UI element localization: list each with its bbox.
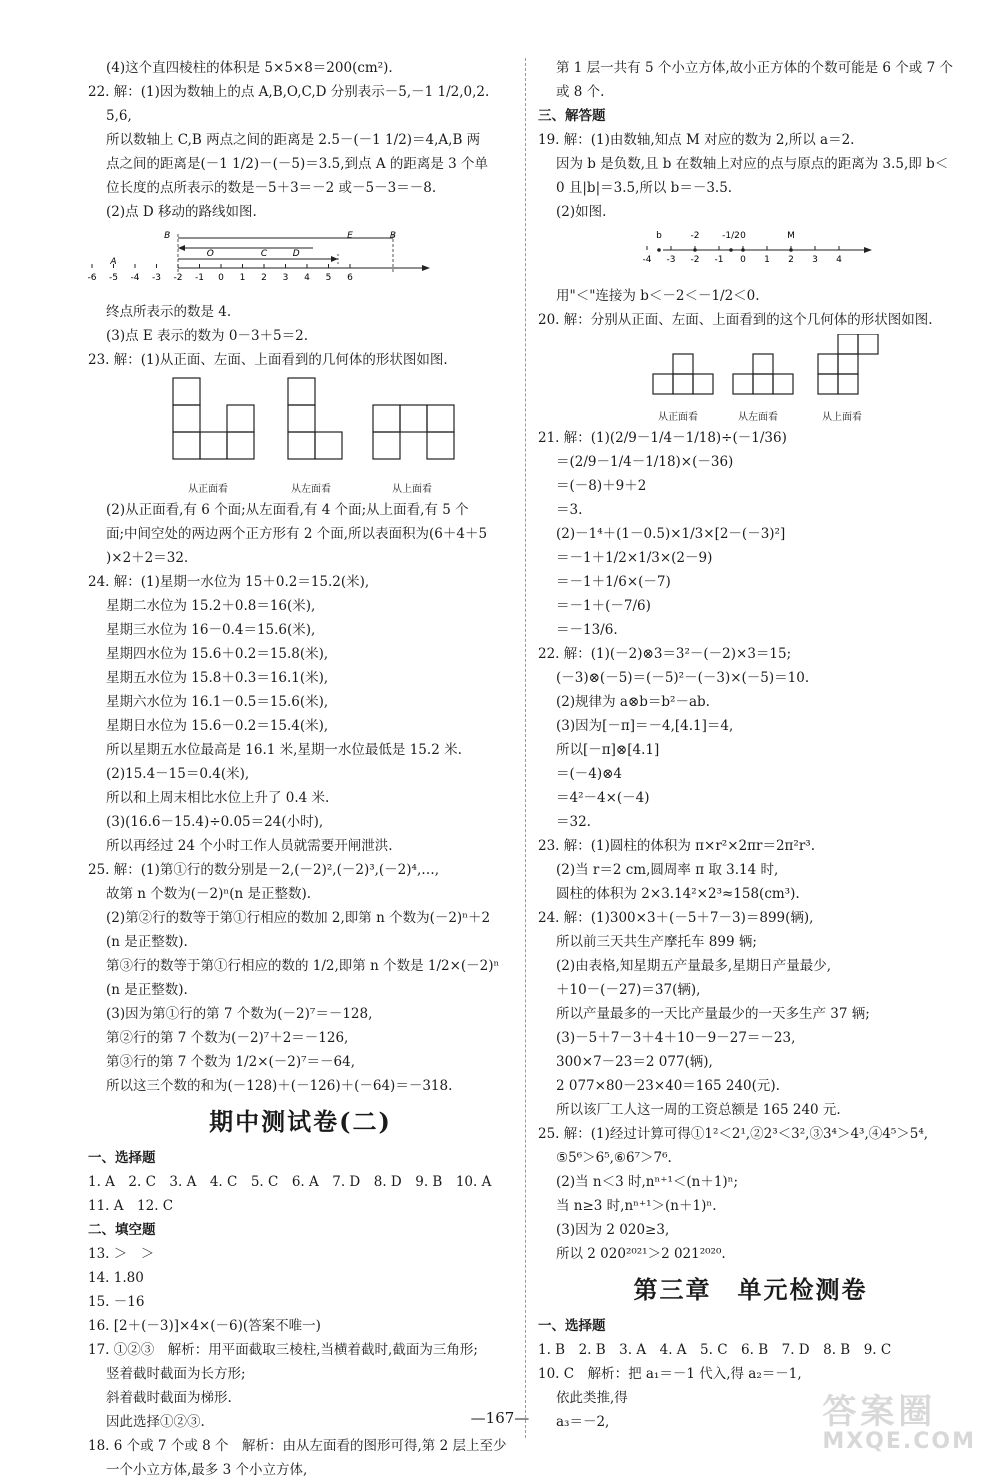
text-line: )×2＋2＝32. <box>106 550 189 566</box>
point-label: A <box>110 257 117 267</box>
text-line: 所以 2 020²⁰²¹＞2 021²⁰²⁰. <box>556 1246 726 1262</box>
left-text-block-d <box>88 1146 513 1482</box>
point-label: b <box>656 231 662 241</box>
text-line: 位长度的点所表示的数是－5＋3＝－2 或－5－3＝－8. <box>106 180 437 196</box>
tick-label: 2 <box>261 273 267 283</box>
left-text-block-c <box>88 498 513 1098</box>
text-line: 16. [2＋(－3)]×4×(－6)(答案不唯一) <box>88 1318 321 1334</box>
tick-label: 4 <box>304 273 310 283</box>
text-line: 24. 解：(1)300×3＋(－5＋7－3)＝899(辆), <box>538 910 814 926</box>
text-line: (2)第②行的数等于第①行相应的数加 2,即第 n 个数为(－2)ⁿ＋2 <box>106 910 491 926</box>
text-line: (2)从正面看,有 6 个面;从左面看,有 4 个面;从上面看,有 5 个 <box>106 502 469 518</box>
section-heading: 一、选择题 <box>88 1150 156 1166</box>
text-line: 13. ＞ ＞ <box>88 1246 155 1262</box>
text-line: 星期日水位为 15.6－0.2＝15.4(米), <box>106 718 329 734</box>
text-line: 第③行的数等于第①行相应的数的 1/2,即第 n 个数是 1/2×(－2)ⁿ <box>106 958 500 974</box>
left-column <box>88 56 513 1482</box>
text-line: 所以产量最多的一天比产量最少的一天多生产 37 辆; <box>556 1006 870 1022</box>
text-line: 所以数轴上 C,B 两点之间的距离是 2.5－(－1 1/2)＝4,A,B 两 <box>106 132 481 148</box>
text-line: 所以和上周末相比水位上升了 0.4 米. <box>106 790 330 806</box>
text-line: ＝(－8)＋9＋2 <box>556 478 647 494</box>
point-label: 0 <box>740 231 746 241</box>
text-line: (3)(16.6－15.4)÷0.05＝24(小时), <box>106 814 324 830</box>
figure-19-number-line <box>538 226 963 280</box>
tick-label: 2 <box>788 255 794 265</box>
page-number: —167— <box>470 1409 530 1427</box>
text-line: (3)因为第①行的第 7 个数为(－2)⁷＝－128, <box>106 1006 373 1022</box>
tick-label: 3 <box>812 255 818 265</box>
text-line: 25. 解：(1)经过计算可得①1²＜2¹,②2³＜3²,③3⁴＞4³,④4⁵＞5⁴, <box>538 1126 929 1142</box>
text-line: 第 1 层一共有 5 个小立方体,故小正方体的个数可能是 6 个或 7 个 <box>556 60 953 76</box>
text-line: ＋10－(－27)＝37(辆), <box>556 982 701 998</box>
section-heading: 二、填空题 <box>88 1222 156 1238</box>
caption-top-view: 从上面看 <box>392 484 432 495</box>
text-line: 17. ①②③ 解析：用平面截取三棱柱,当横着截时,截面为三角形; <box>88 1342 478 1358</box>
text-line: (2)规律为 a⊗b＝b²－ab. <box>556 694 710 710</box>
text-line: (2)如图. <box>556 204 607 220</box>
point-label: C <box>260 249 268 259</box>
text-line: (2)当 n＜3 时,nⁿ⁺¹＜(n＋1)ⁿ; <box>556 1174 739 1190</box>
chapter-title: 第三章 单元检测卷 <box>633 1275 868 1304</box>
text-line: ＝－1＋1/6×(－7) <box>556 574 671 590</box>
tick-label: 5 <box>325 273 332 283</box>
tick-label: -6 <box>88 273 97 283</box>
text-line: 斜着截时截面为梯形. <box>106 1390 232 1406</box>
text-line: 1. A 2. C 3. A 4. C 5. C 6. A 7. D 8. D 9. B 10. A <box>88 1174 492 1190</box>
text-line: 22. 解：(1)因为数轴上的点 A,B,O,C,D 分别表示－5,－1 1/2,0,2. <box>88 84 490 100</box>
text-line: 25. 解：(1)第①行的数分别是－2,(－2)²,(－2)³,(－2)⁴,…, <box>88 862 440 878</box>
text-line: 14. 1.80 <box>88 1270 144 1286</box>
caption-left-view: 从左面看 <box>738 412 778 423</box>
text-line: (3)点 E 表示的数为 0－3＋5＝2. <box>106 328 308 344</box>
tick-label: 4 <box>836 255 842 265</box>
tick-label: -5 <box>109 273 118 283</box>
text-line: 2 077×80－23×40＝165 240(元). <box>556 1078 780 1094</box>
text-line: 终点所表示的数是 4. <box>106 304 232 320</box>
point-label: D <box>292 249 300 259</box>
text-line: 0 且|b|＝3.5,所以 b＝－3.5. <box>556 180 733 196</box>
text-line: (－3)⊗(－5)＝(－5)²－(－3)×(－5)＝10. <box>556 670 810 686</box>
text-line: (3)因为 2 020≥3, <box>556 1222 670 1238</box>
text-line: 第②行的第 7 个数为(－2)⁷＋2＝－126, <box>106 1030 349 1046</box>
text-line: 依此类推,得 <box>556 1390 628 1406</box>
tick-label: -1 <box>195 273 204 283</box>
text-line: ＝－1＋1/2×1/3×(2－9) <box>556 550 713 566</box>
text-line: (3)因为[－π]＝－4,[4.1]＝4, <box>556 718 734 734</box>
text-line: (3)－5＋7－3＋4＋10－9－27＝－23, <box>556 1030 796 1046</box>
text-line: ＝4²－4×(－4) <box>556 790 650 806</box>
text-line: 所以前三天共生产摩托车 899 辆; <box>556 934 757 950</box>
point-label: -2 <box>690 231 700 241</box>
point-dot <box>729 248 733 252</box>
text-line: 24. 解：(1)星期一水位为 15＋0.2＝15.2(米), <box>88 574 370 590</box>
text-line: 或 8 个. <box>556 84 605 100</box>
figure-20-views <box>538 334 963 422</box>
text-line: 所以[－π]⊗[4.1] <box>556 742 660 758</box>
text-line: (2)15.4－15＝0.4(米), <box>106 766 250 782</box>
tick-label: -1 <box>714 255 724 265</box>
midterm-title: 期中测试卷(二) <box>209 1107 392 1136</box>
text-line: 所以该厂工人这一周的工资总额是 165 240 元. <box>556 1102 841 1118</box>
point-label: E <box>347 231 353 241</box>
text-line: 星期六水位为 16.1－0.5＝15.6(米), <box>106 694 329 710</box>
tick-label: 1 <box>764 255 770 265</box>
text-line: 1. B 2. B 3. A 4. A 5. C 6. B 7. D 8. B 9. C <box>538 1342 892 1358</box>
tick-label: -3 <box>666 255 676 265</box>
tick-label: 6 <box>347 273 353 283</box>
text-line: 面;中间空处的两边两个正方形有 2 个面,所以表面积为(6＋4＋5 <box>106 526 488 542</box>
column-divider <box>525 58 526 1438</box>
text-line: 圆柱的体积为 2×3.14²×2³≈158(cm³). <box>556 886 800 902</box>
caption-front-view: 从正面看 <box>658 412 698 423</box>
text-line: 星期三水位为 16－0.4＝15.6(米), <box>106 622 316 638</box>
point-dot <box>789 248 793 252</box>
text-line: (4)这个直四棱柱的体积是 5×5×8＝200(cm²). <box>106 60 393 76</box>
text-line: 因为 b 是负数,且 b 在数轴上对应的点与原点的距离为 3.5,即 b＜ <box>556 156 949 172</box>
text-line: 第③行的第 7 个数为 1/2×(－2)⁷＝－64, <box>106 1054 356 1070</box>
text-line: 星期五水位为 15.8＋0.3＝16.1(米), <box>106 670 329 686</box>
text-line: 故第 n 个数为(－2)ⁿ(n 是正整数). <box>106 886 312 902</box>
text-line: ＝32. <box>556 814 591 830</box>
tick-label: -3 <box>152 273 161 283</box>
watermark-line-1: 答案圈 <box>822 1392 937 1432</box>
text-line: 所以再经过 24 个小时工作人员就需要开闸泄洪. <box>106 838 393 854</box>
tick-label: 0 <box>740 255 746 265</box>
text-line: (n 是正整数). <box>106 982 188 998</box>
text-line: a₃＝－2, <box>556 1414 610 1430</box>
point-dot <box>657 248 661 252</box>
text-line: 10. C 解析：把 a₁＝－1 代入,得 a₂＝－1, <box>538 1366 802 1382</box>
text-line: ＝－1＋(－7/6) <box>556 598 651 614</box>
tick-label: -4 <box>642 255 652 265</box>
text-line: 21. 解：(1)(2/9－1/4－1/18)÷(－1/36) <box>538 430 787 446</box>
text-line: (2)由表格,知星期五产量最多,星期日产量最少, <box>556 958 831 974</box>
caption-front-view: 从正面看 <box>188 484 228 495</box>
text-line: 20. 解：分别从正面、左面、上面看到的这个几何体的形状图如图. <box>538 312 933 328</box>
tick-label: 0 <box>218 273 224 283</box>
text-line: 所以这三个数的和为(－128)＋(－126)＋(－64)＝－318. <box>106 1078 453 1094</box>
tick-label: -2 <box>690 255 700 265</box>
text-line: 用"＜"连接为 b＜－2＜－1/2＜0. <box>556 288 760 304</box>
watermark-logo <box>822 1384 976 1454</box>
text-line: 23. 解：(1)从正面、左面、上面看到的几何体的形状图如图. <box>88 352 448 368</box>
caption-top-view: 从上面看 <box>822 412 862 423</box>
text-line: ＝3. <box>556 502 583 518</box>
tick-label: -2 <box>173 273 183 283</box>
tick-label: 1 <box>239 273 246 283</box>
point-dot <box>693 248 697 252</box>
text-line: 所以星期五水位最高是 16.1 米,星期一水位最低是 15.2 米. <box>106 742 462 758</box>
text-line: 一个小立方体,最多 3 个小立方体, <box>106 1462 308 1478</box>
point-label: O <box>206 249 214 259</box>
text-line: (2)点 D 移动的路线如图. <box>106 204 257 220</box>
tick-label: 3 <box>282 273 289 283</box>
text-line: ＝(2/9－1/4－1/18)×(－36) <box>556 454 734 470</box>
text-line: 5,6, <box>106 108 132 124</box>
point-dot <box>741 248 745 252</box>
point-label: B <box>164 231 171 241</box>
point-label: B <box>389 231 397 241</box>
text-line: ＝－13/6. <box>556 622 618 638</box>
watermark-line-2: MXQE.COM <box>822 1429 976 1454</box>
text-line: 星期二水位为 15.2＋0.8＝16(米), <box>106 598 316 614</box>
text-line: 星期四水位为 15.6＋0.2＝15.8(米), <box>106 646 329 662</box>
figure-22-number-line <box>88 226 513 296</box>
section-heading: 三、解答题 <box>538 108 606 124</box>
caption-left-view: 从左面看 <box>291 484 331 495</box>
text-line: 11. A 12. C <box>88 1198 174 1214</box>
text-line: (2)当 r＝2 cm,圆周率 π 取 3.14 时, <box>556 862 779 878</box>
text-line: 300×7－23＝2 077(辆), <box>556 1054 713 1070</box>
text-line: ＝(－4)⊗4 <box>556 766 623 782</box>
text-line: 18. 6 个或 7 个或 8 个 解析：由从左面看的图形可得,第 2 层上至少 <box>88 1438 507 1454</box>
point-label: M <box>787 231 795 241</box>
text-line: 19. 解：(1)由数轴,知点 M 对应的数为 2,所以 a＝2. <box>538 132 855 148</box>
text-line: 23. 解：(1)圆柱的体积为 π×r²×2πr＝2π²r³. <box>538 838 815 854</box>
text-line: 22. 解：(1)(－2)⊗3＝3²－(－2)×3＝15; <box>538 646 792 662</box>
text-line: ⑤5⁶＞6⁵,⑥6⁷＞7⁶. <box>556 1150 672 1166</box>
text-line: 因此选择①②③. <box>106 1414 205 1430</box>
text-line: 当 n≥3 时,nⁿ⁺¹＞(n＋1)ⁿ. <box>556 1198 717 1214</box>
text-line: 竖着截时截面为长方形; <box>106 1366 246 1382</box>
text-line: 15. －16 <box>88 1294 145 1310</box>
section-heading: 一、选择题 <box>538 1318 606 1334</box>
text-line: 点之间的距离是(－1 1/2)－(－5)＝3.5,到点 A 的距离是 3 个单 <box>106 156 489 172</box>
point-label: -1/2 <box>722 231 740 241</box>
right-text-block-c <box>538 426 963 1266</box>
text-line: (2)－1⁴＋(1－0.5)×1/3×[2－(－3)²] <box>556 526 786 542</box>
right-column <box>538 56 963 1434</box>
text-line: (n 是正整数). <box>106 934 188 950</box>
figure-23-views <box>88 374 513 494</box>
tick-label: -4 <box>130 273 140 283</box>
